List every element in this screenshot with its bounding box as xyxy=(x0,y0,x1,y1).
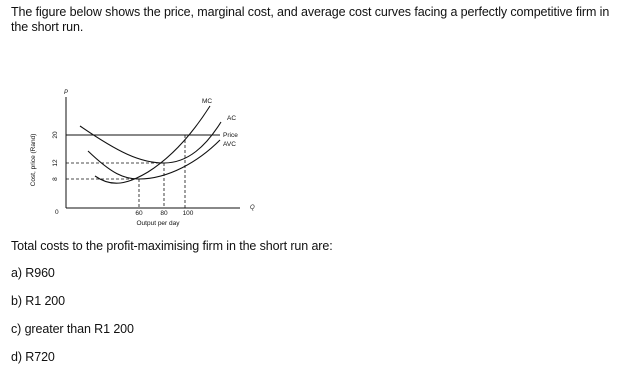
mc-curve xyxy=(95,106,210,183)
x-tick-80: 80 xyxy=(160,210,168,217)
guide-lines xyxy=(66,135,185,208)
y-axis-label: Cost, price (Rand) xyxy=(30,133,37,187)
option-d[interactable]: d) R720 xyxy=(11,350,55,364)
intro-text: The figure below shows the price, marginal cost, and average cost curves facing a perfectly competitive firm in the short run. xyxy=(11,5,610,34)
y-tick-12: 12 xyxy=(52,159,59,167)
option-c[interactable]: c) greater than R1 200 xyxy=(11,322,134,336)
option-a[interactable]: a) R960 xyxy=(11,266,55,280)
y-tick-8: 8 xyxy=(52,177,59,181)
question-text: Total costs to the profit-maximising firm in the short run are: xyxy=(11,239,333,253)
avc-curve xyxy=(88,140,220,179)
price-label: Price xyxy=(223,132,238,139)
ac-label: AC xyxy=(227,115,237,122)
y-tick-20: 20 xyxy=(52,131,59,139)
option-b[interactable]: b) R1 200 xyxy=(11,294,65,308)
mc-label: MC xyxy=(202,98,213,105)
origin-label: 0 xyxy=(55,209,59,216)
x-axis-letter: Q xyxy=(250,205,255,211)
avc-label: AVC xyxy=(223,141,236,148)
x-tick-100: 100 xyxy=(182,210,194,217)
x-tick-60: 60 xyxy=(135,210,143,217)
y-axis-letter: P xyxy=(64,90,69,96)
x-axis-label: Output per day xyxy=(136,220,180,227)
